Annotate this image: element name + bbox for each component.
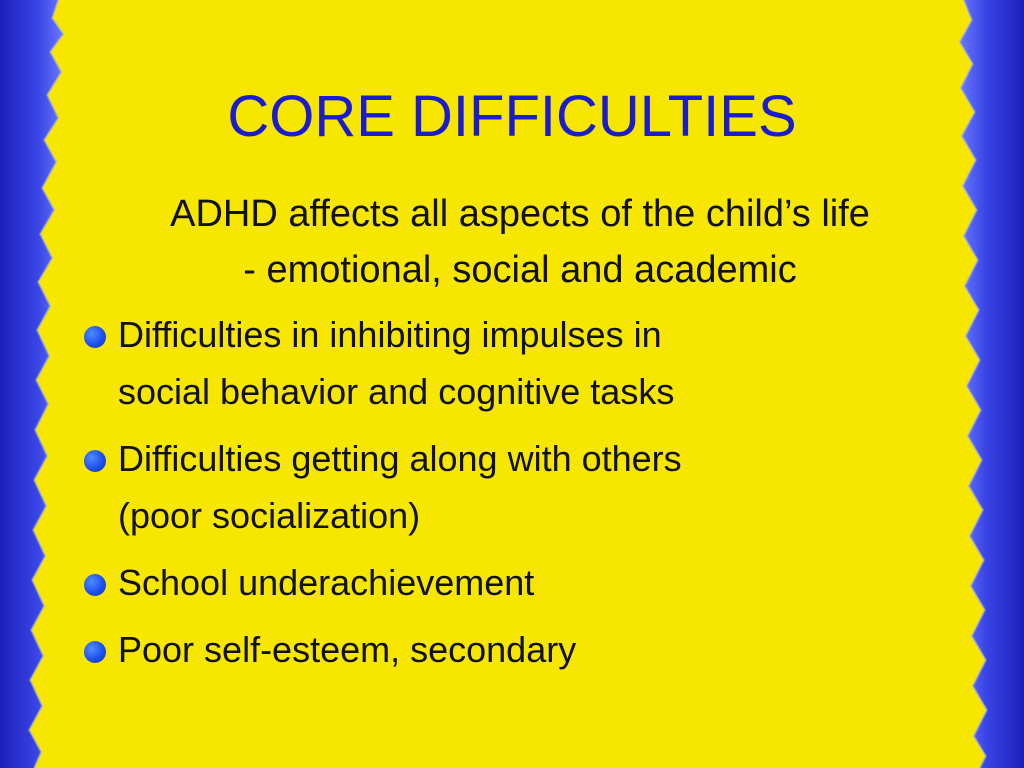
bullet-line: Poor self-esteem, secondary — [118, 629, 577, 670]
bullet-item — [84, 306, 914, 420]
intro-paragraph — [60, 186, 980, 298]
bullet-line: social behavior and cognitive tasks — [118, 371, 675, 412]
bullet-line: Difficulties getting along with others — [118, 438, 682, 479]
bullet-line: (poor socialization) — [118, 495, 421, 536]
bullet-list — [84, 306, 914, 688]
slide-title: CORE DIFFICULTIES — [227, 84, 797, 149]
blue-sphere-bullet-icon — [84, 326, 106, 348]
bullet-item — [84, 554, 914, 611]
blue-sphere-bullet-icon — [84, 450, 106, 472]
intro-line: ADHD affects all aspects of the child’s life — [170, 193, 870, 235]
bullet-item — [84, 621, 914, 678]
blue-sphere-bullet-icon — [84, 641, 106, 663]
intro-line: - emotional, social and academic — [243, 249, 797, 291]
bullet-line: School underachievement — [118, 562, 535, 603]
blue-sphere-bullet-icon — [84, 574, 106, 596]
bullet-item — [84, 430, 914, 544]
bullet-line: Difficulties in inhibiting impulses in — [118, 314, 662, 355]
